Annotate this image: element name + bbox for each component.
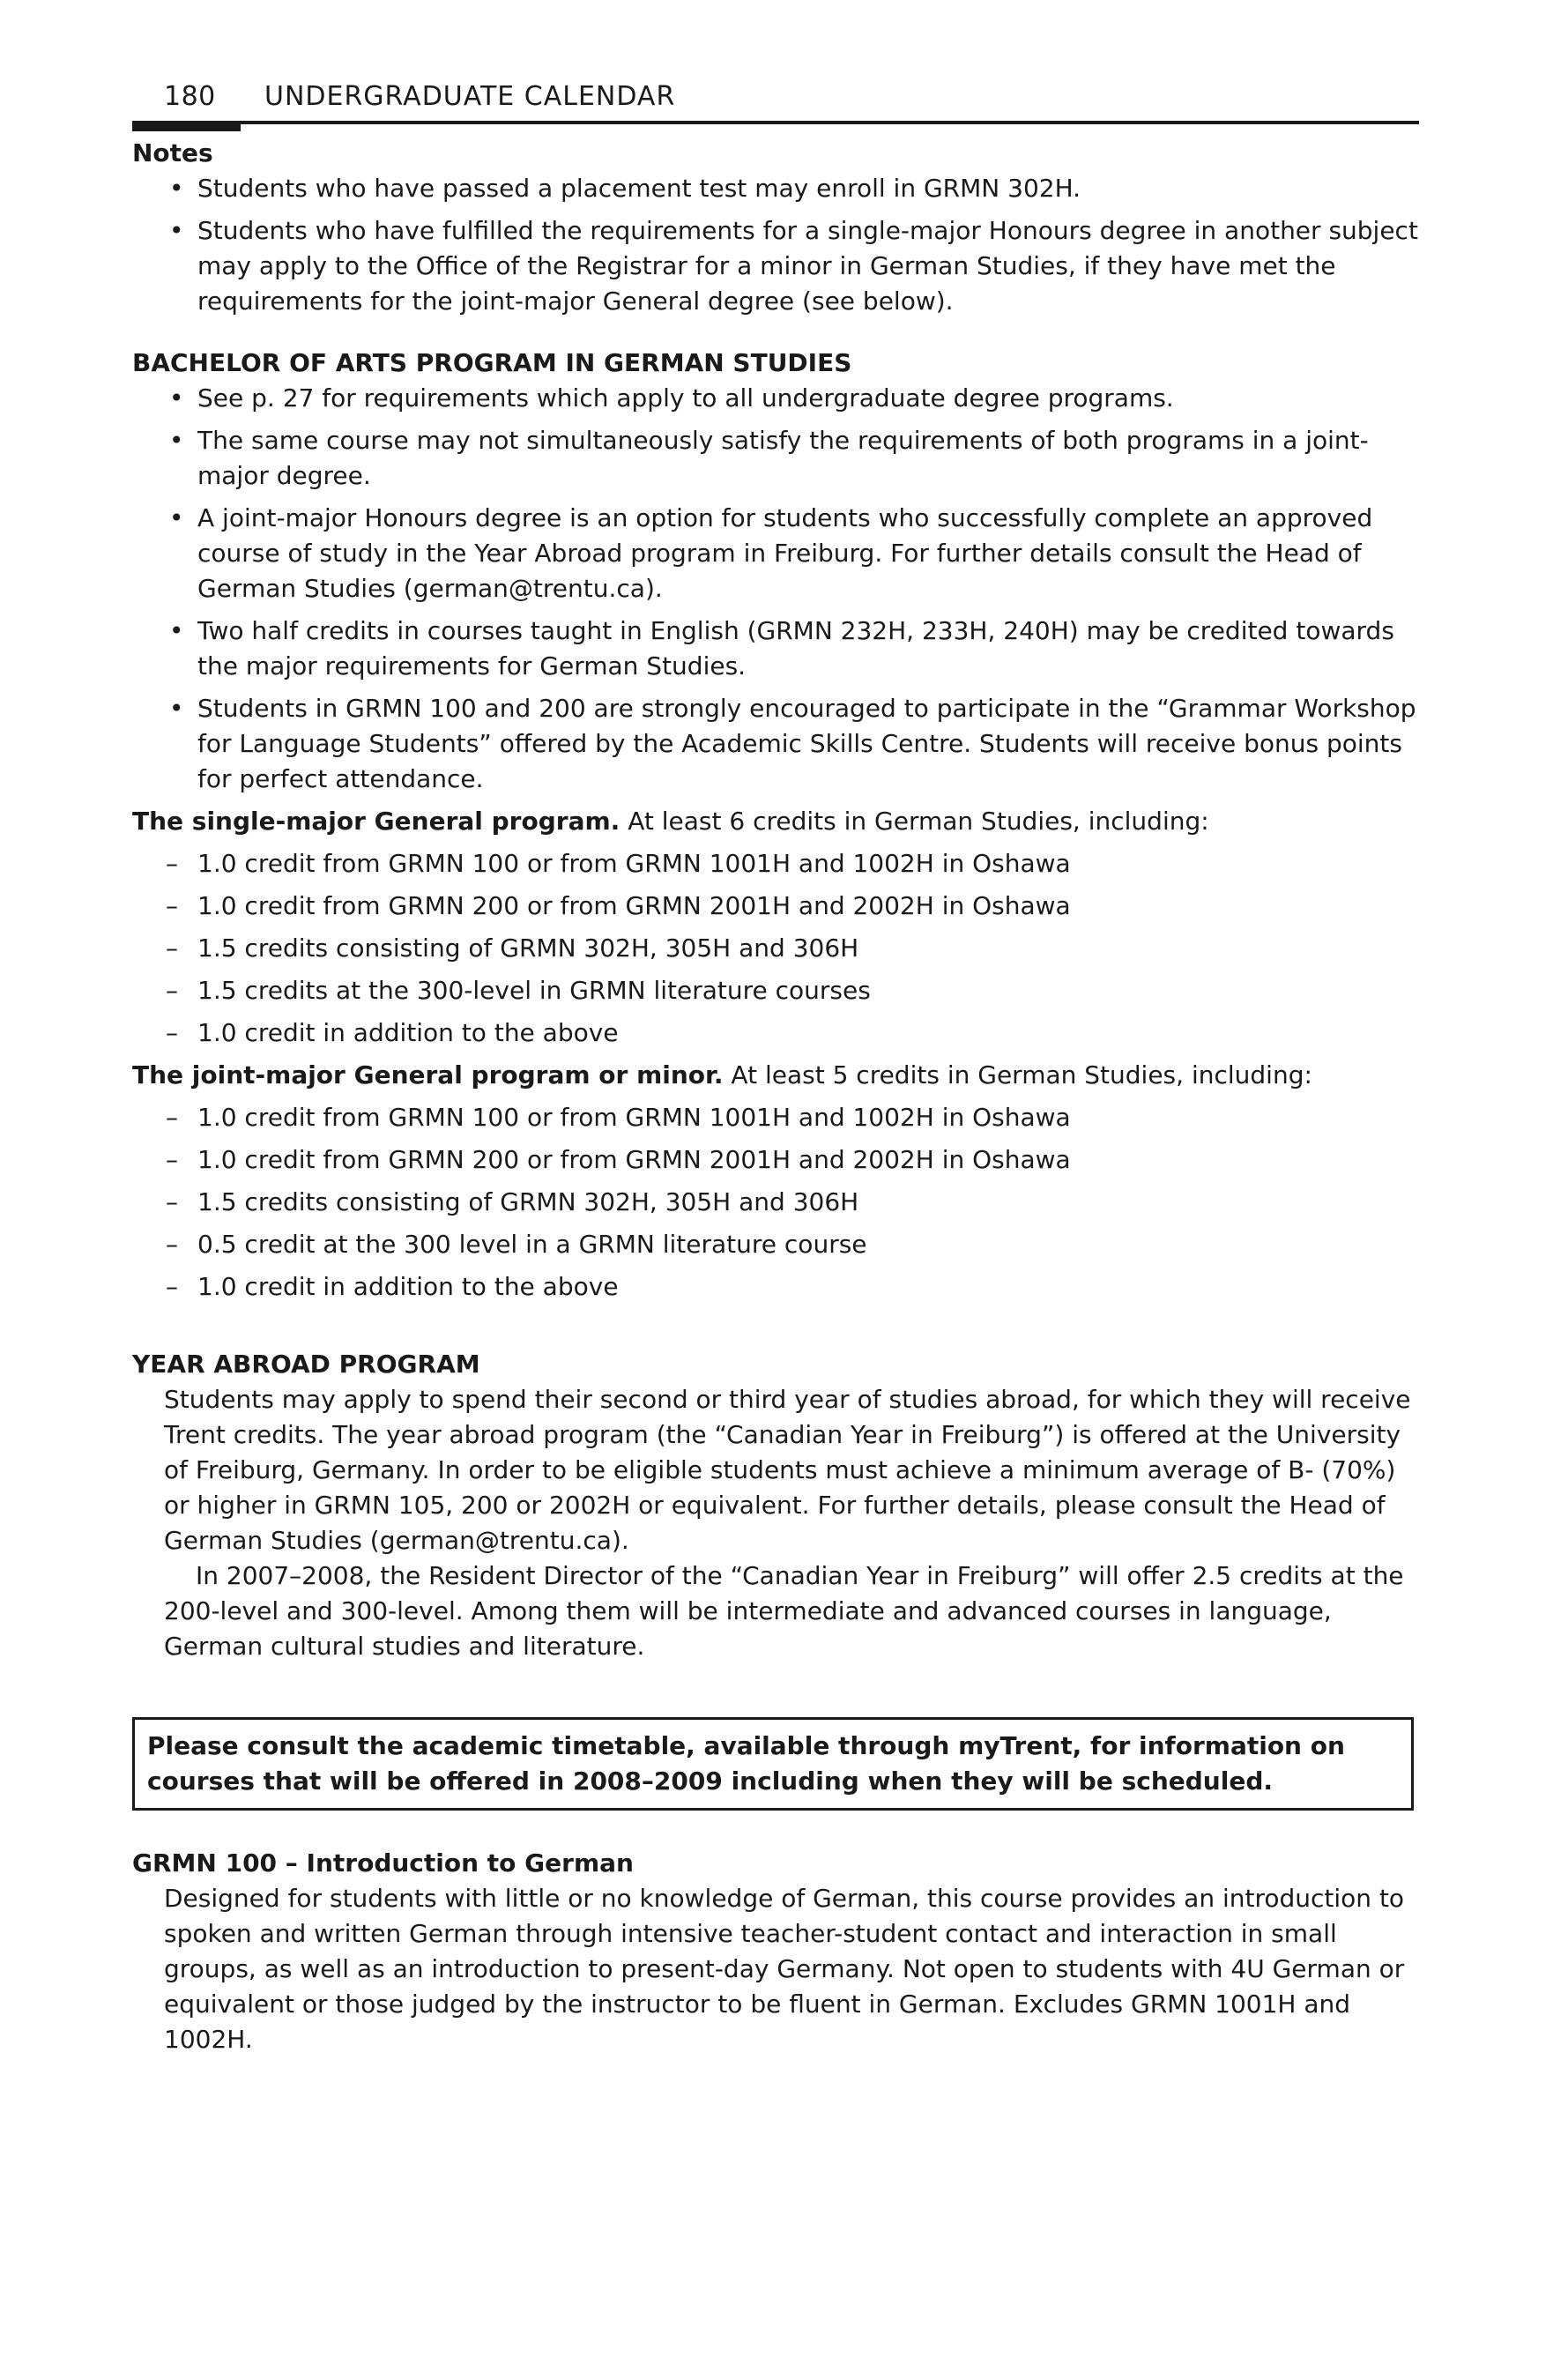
- year-abroad-paragraph-2: In 2007–2008, the Resident Director of the “Canadian Year in Freiburg” will offer 2.5 credits at the 200-level and 300-level. Among them will be intermediate and advanced courses in language, German cultural studies and literature.: [164, 1561, 1404, 1661]
- joint-major-intro-text: At least 5 credits in German Studies, including:: [731, 1060, 1312, 1090]
- notes-heading: Notes: [132, 138, 213, 167]
- running-header: [132, 81, 1419, 125]
- notes-section: [132, 136, 1419, 319]
- page-content: [132, 136, 1419, 2057]
- list-item: • Students who have fulfilled the requirements for a single-major Honours degree in another subject may apply to the Office of the Registrar for a minor in German Studies, if they have met the requirements for the joint-major General degree (see below).: [132, 213, 1419, 319]
- list-item: – 1.0 credit from GRMN 200 or from GRMN 2001H and 2002H in Oshawa: [132, 889, 1419, 924]
- ba-program-section: [132, 346, 1419, 797]
- notes-list: [132, 171, 1419, 319]
- single-major-section: [132, 804, 1419, 1051]
- joint-major-section: [132, 1058, 1419, 1305]
- spacer: [132, 326, 1419, 346]
- header-title: UNDERGRADUATE CALENDAR: [264, 81, 676, 112]
- list-item: – 1.0 credit from GRMN 100 or from GRMN 1001H and 1002H in Oshawa: [132, 1100, 1419, 1135]
- year-abroad-heading: YEAR ABROAD PROGRAM: [132, 1350, 480, 1379]
- spacer: [132, 1312, 1419, 1347]
- list-item: • The same course may not simultaneously satisfy the requirements of both programs in a joint-major degree.: [132, 423, 1419, 494]
- course-title: GRMN 100 – Introduction to German: [132, 1848, 634, 1878]
- list-item: – 1.0 credit in addition to the above: [132, 1015, 1419, 1051]
- page-number: 180: [164, 81, 216, 112]
- list-item: • Students in GRMN 100 and 200 are strongly encouraged to participate in the “Grammar Workshop for Language Students” offered by the Academic Skills Centre. Students will receive bonus points for perfect attendance.: [132, 691, 1419, 797]
- list-item: – 1.5 credits at the 300-level in GRMN literature courses: [132, 973, 1419, 1008]
- single-major-title: The single-major General program.: [132, 807, 620, 836]
- list-item: • A joint-major Honours degree is an option for students who successfully complete an approved course of study in the Year Abroad program in Freiburg. For further details consult the Head of German Studies (german@trentu.ca).: [132, 501, 1419, 606]
- list-item: • Students who have passed a placement test may enroll in GRMN 302H.: [132, 171, 1419, 206]
- ba-program-heading: BACHELOR OF ARTS PROGRAM IN GERMAN STUDIES: [132, 348, 852, 377]
- list-item: – 0.5 credit at the 300 level in a GRMN literature course: [132, 1227, 1419, 1262]
- list-item: – 1.0 credit in addition to the above: [132, 1269, 1419, 1305]
- single-major-list: [132, 846, 1419, 1051]
- spacer: [132, 1811, 1419, 1846]
- list-item: • Two half credits in courses taught in English (GRMN 232H, 233H, 240H) may be credited towards the major requirements for German Studies.: [132, 614, 1419, 684]
- course-description: Designed for students with little or no knowledge of German, this course provides an introduction to spoken and written German through intensive teacher-student contact and interaction in small groups, as well as an introduction to present-day Germany. Not open to students with 4U German or equivalent or those judged by the instructor to be fluent in German. Excludes GRMN 1001H and 1002H.: [164, 1884, 1405, 2054]
- timetable-notice-box: Please consult the academic timetable, available through myTrent, for information on courses that will be offered in 2008–2009 including when they will be scheduled.: [132, 1717, 1414, 1811]
- list-item: – 1.5 credits consisting of GRMN 302H, 305H and 306H: [132, 931, 1419, 966]
- ba-program-list: [132, 381, 1419, 797]
- list-item: – 1.0 credit from GRMN 100 or from GRMN 1001H and 1002H in Oshawa: [132, 846, 1419, 881]
- list-item: • See p. 27 for requirements which apply to all undergraduate degree programs.: [132, 381, 1419, 416]
- year-abroad-section: [132, 1347, 1419, 1664]
- single-major-intro-text: At least 6 credits in German Studies, including:: [628, 807, 1209, 836]
- joint-major-list: [132, 1100, 1419, 1305]
- header-tab-marker: [132, 121, 241, 131]
- header-rule: [132, 121, 1419, 124]
- joint-major-title: The joint-major General program or minor.: [132, 1060, 724, 1090]
- calendar-page: [132, 81, 1419, 2057]
- single-major-intro: [132, 804, 1419, 839]
- joint-major-intro: [132, 1058, 1419, 1093]
- list-item: – 1.5 credits consisting of GRMN 302H, 305H and 306H: [132, 1185, 1419, 1220]
- course-section: [132, 1846, 1419, 2057]
- list-item: – 1.0 credit from GRMN 200 or from GRMN 2001H and 2002H in Oshawa: [132, 1142, 1419, 1178]
- year-abroad-paragraph-1: Students may apply to spend their second or third year of studies abroad, for which they will receive Trent credits. The year abroad program (the “Canadian Year in Freiburg”) is offered at the University of Freiburg, Germany. In order to be eligible students must achieve a minimum average of B- (70%) or higher in GRMN 105, 200 or 2002H or equivalent. For further details, please consult the Head of German Studies (german@trentu.ca).: [164, 1385, 1411, 1555]
